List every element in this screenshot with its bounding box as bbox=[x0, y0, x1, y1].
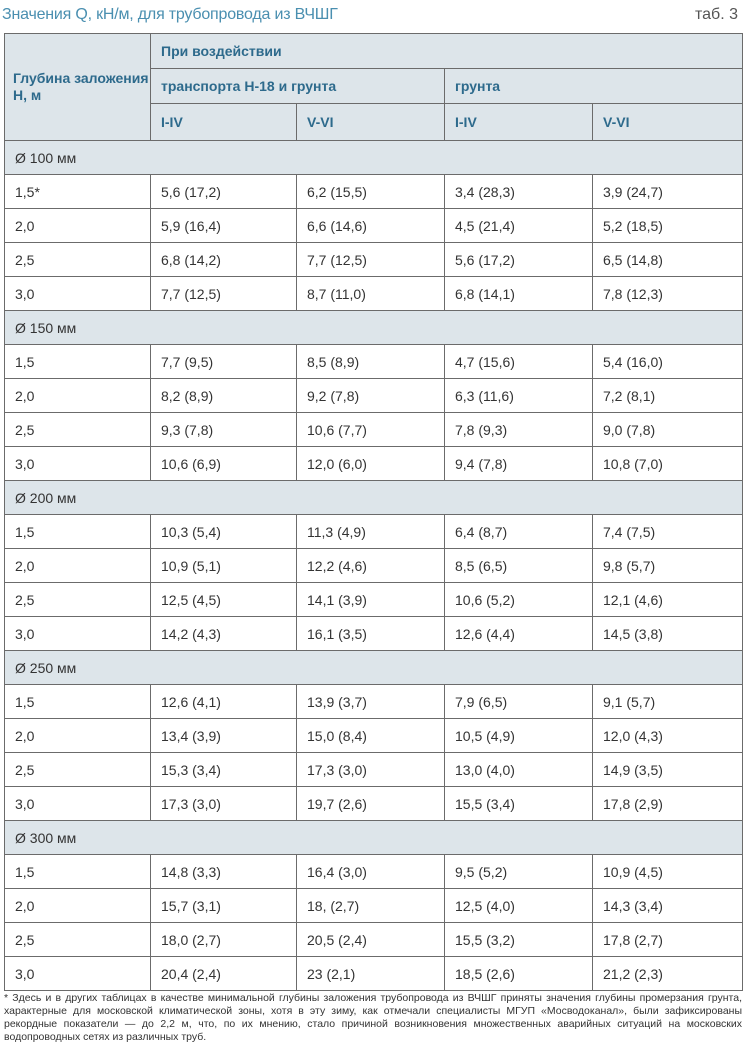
table-row bbox=[5, 413, 743, 447]
cell-soil-i-iv: 9,4 (7,8) bbox=[445, 447, 593, 481]
cell-transport-i-iv: 7,7 (9,5) bbox=[151, 345, 297, 379]
table-row bbox=[5, 243, 743, 277]
subheader-soil-v-vi: V-VI bbox=[593, 104, 743, 141]
cell-transport-i-iv: 14,8 (3,3) bbox=[151, 855, 297, 889]
table-row bbox=[5, 617, 743, 651]
depth-column-header: Глубина заложения Н, м bbox=[5, 34, 151, 141]
cell-transport-i-iv: 5,6 (17,2) bbox=[151, 175, 297, 209]
cell-transport-i-iv: 13,4 (3,9) bbox=[151, 719, 297, 753]
cell-soil-i-iv: 3,4 (28,3) bbox=[445, 175, 593, 209]
table-row bbox=[5, 855, 743, 889]
cell-transport-v-vi: 12,2 (4,6) bbox=[297, 549, 445, 583]
subheader-transport-i-iv: I-IV bbox=[151, 104, 297, 141]
cell-depth: 2,5 bbox=[5, 413, 151, 447]
cell-transport-v-vi: 9,2 (7,8) bbox=[297, 379, 445, 413]
cell-transport-v-vi: 19,7 (2,6) bbox=[297, 787, 445, 821]
cell-soil-v-vi: 5,4 (16,0) bbox=[593, 345, 743, 379]
footnote: * Здесь и в других таблицах в качестве минимальной глубины заложения трубопровода из ВЧШГ приняты значения глубины промерзания грунта, характерные для московской климатической зоны, хотя в эту зиму, как отмечали специалисты МГУП «Мосводоканал», были зафиксированы рекордные показатели — до 2,2 м, что, по их мнению, стало причиной возникновения множественных аварийных ситуаций на московских водопроводных сетях из различных труб. bbox=[4, 992, 742, 1043]
cell-soil-i-iv: 5,6 (17,2) bbox=[445, 243, 593, 277]
table-row bbox=[5, 583, 743, 617]
cell-transport-i-iv: 9,3 (7,8) bbox=[151, 413, 297, 447]
cell-soil-v-vi: 9,1 (5,7) bbox=[593, 685, 743, 719]
table-row bbox=[5, 549, 743, 583]
cell-soil-v-vi: 9,8 (5,7) bbox=[593, 549, 743, 583]
cell-transport-i-iv: 15,3 (3,4) bbox=[151, 753, 297, 787]
cell-transport-i-iv: 18,0 (2,7) bbox=[151, 923, 297, 957]
cell-transport-v-vi: 16,1 (3,5) bbox=[297, 617, 445, 651]
cell-soil-i-iv: 13,0 (4,0) bbox=[445, 753, 593, 787]
cell-soil-i-iv: 15,5 (3,4) bbox=[445, 787, 593, 821]
cell-depth: 2,5 bbox=[5, 583, 151, 617]
table-row bbox=[5, 175, 743, 209]
cell-transport-v-vi: 6,2 (15,5) bbox=[297, 175, 445, 209]
cell-depth: 2,5 bbox=[5, 923, 151, 957]
cell-soil-v-vi: 10,8 (7,0) bbox=[593, 447, 743, 481]
cell-soil-i-iv: 10,6 (5,2) bbox=[445, 583, 593, 617]
cell-soil-v-vi: 10,9 (4,5) bbox=[593, 855, 743, 889]
cell-depth: 3,0 bbox=[5, 277, 151, 311]
cell-transport-i-iv: 14,2 (4,3) bbox=[151, 617, 297, 651]
cell-soil-v-vi: 9,0 (7,8) bbox=[593, 413, 743, 447]
cell-transport-v-vi: 20,5 (2,4) bbox=[297, 923, 445, 957]
cell-depth: 2,0 bbox=[5, 209, 151, 243]
cell-depth: 3,0 bbox=[5, 957, 151, 991]
cell-transport-i-iv: 5,9 (16,4) bbox=[151, 209, 297, 243]
cell-depth: 2,0 bbox=[5, 549, 151, 583]
diameter-section-row bbox=[5, 311, 743, 345]
cell-soil-v-vi: 6,5 (14,8) bbox=[593, 243, 743, 277]
title-bar bbox=[0, 0, 746, 32]
cell-transport-v-vi: 10,6 (7,7) bbox=[297, 413, 445, 447]
diameter-label: Ø 200 мм bbox=[5, 481, 743, 515]
cell-depth: 1,5 bbox=[5, 685, 151, 719]
table-row bbox=[5, 447, 743, 481]
impact-header: При воздействии bbox=[151, 34, 743, 69]
subheader-soil-i-iv: I-IV bbox=[445, 104, 593, 141]
cell-transport-v-vi: 12,0 (6,0) bbox=[297, 447, 445, 481]
diameter-section-row bbox=[5, 651, 743, 685]
cell-transport-i-iv: 7,7 (12,5) bbox=[151, 277, 297, 311]
cell-transport-i-iv: 12,5 (4,5) bbox=[151, 583, 297, 617]
cell-soil-i-iv: 4,5 (21,4) bbox=[445, 209, 593, 243]
cell-depth: 3,0 bbox=[5, 787, 151, 821]
cell-soil-v-vi: 14,9 (3,5) bbox=[593, 753, 743, 787]
cell-depth: 1,5 bbox=[5, 515, 151, 549]
cell-soil-i-iv: 12,6 (4,4) bbox=[445, 617, 593, 651]
diameter-label: Ø 300 мм bbox=[5, 821, 743, 855]
cell-transport-v-vi: 23 (2,1) bbox=[297, 957, 445, 991]
cell-depth: 2,5 bbox=[5, 753, 151, 787]
cell-soil-v-vi: 21,2 (2,3) bbox=[593, 957, 743, 991]
cell-transport-v-vi: 14,1 (3,9) bbox=[297, 583, 445, 617]
cell-transport-v-vi: 8,7 (11,0) bbox=[297, 277, 445, 311]
table-row bbox=[5, 209, 743, 243]
cell-soil-i-iv: 6,8 (14,1) bbox=[445, 277, 593, 311]
transport-soil-group-header: транспорта Н-18 и грунта bbox=[151, 69, 445, 104]
cell-soil-v-vi: 17,8 (2,9) bbox=[593, 787, 743, 821]
cell-soil-v-vi: 17,8 (2,7) bbox=[593, 923, 743, 957]
cell-soil-v-vi: 12,0 (4,3) bbox=[593, 719, 743, 753]
cell-soil-v-vi: 14,5 (3,8) bbox=[593, 617, 743, 651]
table-number: таб. 3 bbox=[695, 6, 738, 23]
table-row bbox=[5, 889, 743, 923]
cell-transport-v-vi: 17,3 (3,0) bbox=[297, 753, 445, 787]
table-row bbox=[5, 277, 743, 311]
cell-depth: 1,5 bbox=[5, 345, 151, 379]
cell-transport-v-vi: 16,4 (3,0) bbox=[297, 855, 445, 889]
table-row bbox=[5, 345, 743, 379]
subheader-transport-v-vi: V-VI bbox=[297, 104, 445, 141]
cell-depth: 1,5* bbox=[5, 175, 151, 209]
cell-soil-i-iv: 8,5 (6,5) bbox=[445, 549, 593, 583]
cell-transport-i-iv: 15,7 (3,1) bbox=[151, 889, 297, 923]
cell-soil-i-iv: 6,4 (8,7) bbox=[445, 515, 593, 549]
cell-soil-v-vi: 7,2 (8,1) bbox=[593, 379, 743, 413]
cell-soil-v-vi: 5,2 (18,5) bbox=[593, 209, 743, 243]
table-title: Значения Q, кН/м, для трубопровода из ВЧШГ bbox=[2, 6, 338, 23]
cell-soil-i-iv: 18,5 (2,6) bbox=[445, 957, 593, 991]
cell-transport-v-vi: 13,9 (3,7) bbox=[297, 685, 445, 719]
table-row bbox=[5, 923, 743, 957]
cell-transport-i-iv: 10,6 (6,9) bbox=[151, 447, 297, 481]
cell-soil-i-iv: 7,8 (9,3) bbox=[445, 413, 593, 447]
cell-depth: 1,5 bbox=[5, 855, 151, 889]
cell-soil-i-iv: 15,5 (3,2) bbox=[445, 923, 593, 957]
table-row bbox=[5, 753, 743, 787]
table-row bbox=[5, 787, 743, 821]
cell-transport-v-vi: 7,7 (12,5) bbox=[297, 243, 445, 277]
cell-soil-i-iv: 10,5 (4,9) bbox=[445, 719, 593, 753]
cell-soil-i-iv: 4,7 (15,6) bbox=[445, 345, 593, 379]
cell-soil-i-iv: 9,5 (5,2) bbox=[445, 855, 593, 889]
cell-transport-i-iv: 10,3 (5,4) bbox=[151, 515, 297, 549]
cell-transport-v-vi: 8,5 (8,9) bbox=[297, 345, 445, 379]
diameter-section-row bbox=[5, 141, 743, 175]
cell-transport-v-vi: 6,6 (14,6) bbox=[297, 209, 445, 243]
diameter-section-row bbox=[5, 821, 743, 855]
diameter-label: Ø 250 мм bbox=[5, 651, 743, 685]
cell-transport-i-iv: 17,3 (3,0) bbox=[151, 787, 297, 821]
cell-soil-v-vi: 7,4 (7,5) bbox=[593, 515, 743, 549]
cell-depth: 2,5 bbox=[5, 243, 151, 277]
cell-depth: 2,0 bbox=[5, 889, 151, 923]
cell-depth: 3,0 bbox=[5, 617, 151, 651]
cell-soil-i-iv: 6,3 (11,6) bbox=[445, 379, 593, 413]
cell-depth: 3,0 bbox=[5, 447, 151, 481]
diameter-section-row bbox=[5, 481, 743, 515]
soil-group-header: грунта bbox=[445, 69, 743, 104]
table-row bbox=[5, 957, 743, 991]
load-values-table bbox=[4, 33, 743, 991]
cell-transport-v-vi: 18, (2,7) bbox=[297, 889, 445, 923]
cell-soil-v-vi: 7,8 (12,3) bbox=[593, 277, 743, 311]
cell-depth: 2,0 bbox=[5, 379, 151, 413]
cell-depth: 2,0 bbox=[5, 719, 151, 753]
table-body bbox=[5, 141, 743, 991]
table-header bbox=[5, 34, 743, 141]
table-row bbox=[5, 379, 743, 413]
cell-transport-v-vi: 15,0 (8,4) bbox=[297, 719, 445, 753]
cell-transport-i-iv: 12,6 (4,1) bbox=[151, 685, 297, 719]
cell-transport-i-iv: 8,2 (8,9) bbox=[151, 379, 297, 413]
cell-transport-v-vi: 11,3 (4,9) bbox=[297, 515, 445, 549]
cell-transport-i-iv: 6,8 (14,2) bbox=[151, 243, 297, 277]
cell-soil-v-vi: 12,1 (4,6) bbox=[593, 583, 743, 617]
table-row bbox=[5, 515, 743, 549]
cell-soil-i-iv: 12,5 (4,0) bbox=[445, 889, 593, 923]
table-row bbox=[5, 719, 743, 753]
cell-soil-i-iv: 7,9 (6,5) bbox=[445, 685, 593, 719]
cell-soil-v-vi: 3,9 (24,7) bbox=[593, 175, 743, 209]
diameter-label: Ø 150 мм bbox=[5, 311, 743, 345]
diameter-label: Ø 100 мм bbox=[5, 141, 743, 175]
cell-transport-i-iv: 10,9 (5,1) bbox=[151, 549, 297, 583]
table-row bbox=[5, 685, 743, 719]
cell-transport-i-iv: 20,4 (2,4) bbox=[151, 957, 297, 991]
cell-soil-v-vi: 14,3 (3,4) bbox=[593, 889, 743, 923]
